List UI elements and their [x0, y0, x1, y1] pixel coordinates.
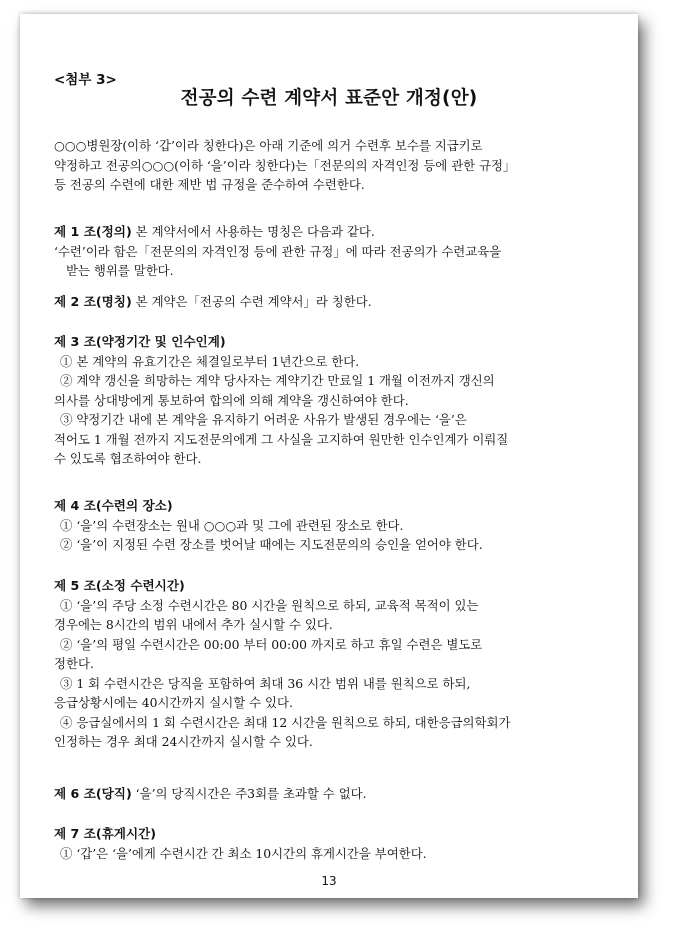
- article-heading: 제 4 조(수련의 장소): [54, 498, 173, 513]
- article-line: 인정하는 경우 최대 24시간까지 실시할 수 있다.: [54, 734, 313, 749]
- article-heading: 제 6 조(당직): [54, 786, 132, 801]
- article-4: [54, 496, 616, 555]
- article-line: ③ 1 회 수련시간은 당직을 포함하여 최대 36 시간 범위 내를 원칙으로 하되,: [60, 675, 471, 691]
- article-line: ① ‘을’의 수련장소는 원내 ○○○과 및 그에 관련된 장소로 한다.: [60, 517, 404, 533]
- article-line: 정한다.: [54, 656, 94, 671]
- article-1: [54, 222, 616, 281]
- article-5: [54, 576, 616, 752]
- article-heading: 제 7 조(휴게시간): [54, 826, 157, 841]
- article-line: 경우에는 8시간의 범위 내에서 추가 실시할 수 있다.: [54, 617, 333, 632]
- document-title: 전공의 수련 계약서 표준안 개정(안): [180, 88, 478, 109]
- intro-line: 등 전공의 수련에 대한 제반 법 규정을 준수하여 수련한다.: [54, 177, 365, 192]
- article-heading: 제 1 조(정의): [54, 224, 132, 239]
- article-heading: 제 5 조(소정 수련시간): [54, 578, 185, 593]
- intro-paragraph: [54, 136, 616, 195]
- article-line: ‘수련’이라 함은「전문의의 자격인정 등에 관한 규정」에 따라 전공의가 수련교육을: [54, 243, 502, 259]
- article-line: 수 있도록 협조하여야 한다.: [54, 451, 202, 466]
- article-heading: 제 3 조(약정기간 및 인수인계): [54, 334, 226, 349]
- article-line: ① ‘갑’은 ‘을’에게 수련시간 간 최소 10시간의 휴게시간을 부여한다.: [60, 845, 427, 861]
- article-line: 받는 행위를 말한다.: [66, 263, 174, 278]
- article-7: [54, 824, 616, 863]
- intro-line: 약정하고 전공의○○○(이하 ‘을’이라 칭한다)는「전문의의 자격인정 등에 관한 규정」: [54, 157, 516, 173]
- article-line: ④ 응급실에서의 1 회 수련시간은 최대 12 시간을 원칙으로 하되, 대한응급의학회가: [60, 714, 511, 730]
- article-line: 의사를 상대방에게 통보하여 합의에 의해 계약을 갱신하여야 한다.: [54, 392, 409, 408]
- document-page: [20, 14, 638, 898]
- article-text: ‘을’의 당직시간은 주3회를 초과할 수 없다.: [135, 786, 367, 801]
- article-text: 본 계약은「전공의 수련 계약서」라 칭한다.: [135, 294, 372, 309]
- article-line: ① ‘을’의 주당 소정 수련시간은 80 시간을 원칙으로 하되, 교육적 목적이 있는: [60, 597, 479, 613]
- article-line: ③ 약정기간 내에 본 계약을 유지하기 어려운 사유가 발생된 경우에는 ‘을’은: [60, 412, 467, 427]
- article-line: ② 계약 갱신을 희망하는 계약 당사자는 계약기간 만료일 1 개월 이전까지 갱신의: [60, 373, 495, 388]
- article-text: 본 계약서에서 사용하는 명칭은 다음과 같다.: [135, 224, 375, 239]
- article-line: 적어도 1 개월 전까지 지도전문의에게 그 사실을 고지하여 원만한 인수인계가 이뤄질: [54, 431, 509, 447]
- article-2: [54, 292, 616, 312]
- article-line: ② ‘을’의 평일 수련시간은 00:00 부터 00:00 까지로 하고 휴일 수련은 별도로: [60, 636, 483, 652]
- article-line: ① 본 계약의 유효기간은 체결일로부터 1년간으로 한다.: [60, 353, 360, 369]
- attachment-label: <첨부 3>: [54, 72, 117, 88]
- page-number: 13: [321, 874, 337, 888]
- article-6: [54, 784, 616, 804]
- article-line: ② ‘을’이 지정된 수련 장소를 벗어날 때에는 지도전문의의 승인을 얻어야 한다.: [60, 537, 483, 552]
- article-3: [54, 332, 616, 469]
- article-line: 응급상황시에는 40시간까지 실시할 수 있다.: [54, 695, 293, 710]
- intro-line: ○○○병원장(이하 ‘갑’이라 칭한다)은 아래 기준에 의거 수련후 보수를 지급키로: [54, 138, 483, 153]
- article-heading: 제 2 조(명칭): [54, 294, 132, 309]
